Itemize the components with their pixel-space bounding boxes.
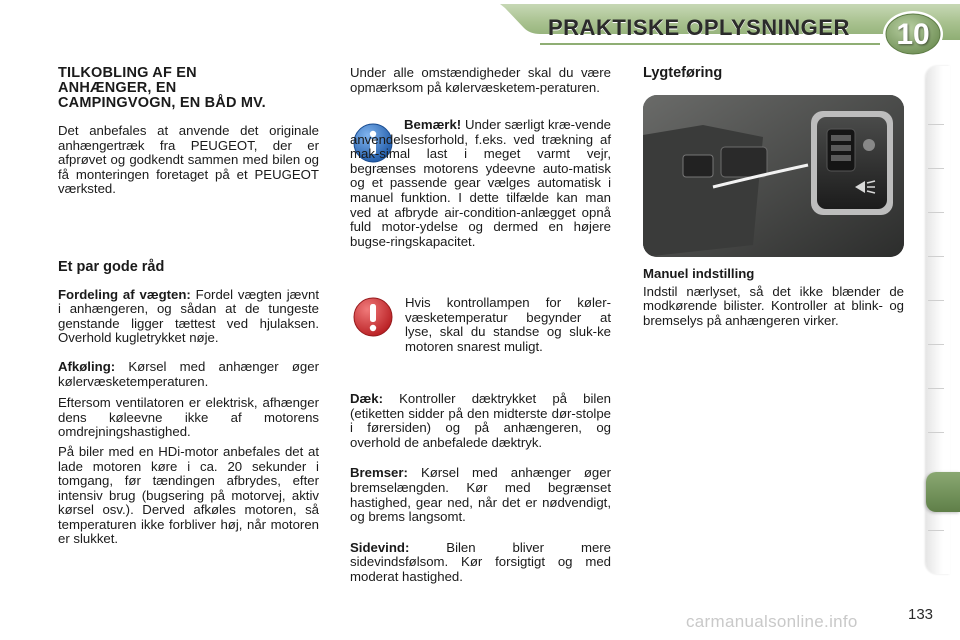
header-bar (0, 0, 960, 56)
watermark: carmanualsonline.info (686, 612, 858, 631)
manual-adjust-paragraph: Indstil nærlyset, så det ikke blænder de modkørende bilister. Kontroller at blink- og bremselys på anhængeren virker. (643, 283, 904, 328)
tab-divider (928, 124, 944, 125)
middle-column (350, 66, 611, 95)
headlamp-adjuster-photo (643, 95, 904, 257)
monitor-paragraph: Under alle omstændigheder skal du være opmærksom på kølervæsketem-peraturen. (350, 65, 611, 95)
fan-paragraph: Eftersom ventilatoren er elektrisk, afhænger dens køleevne ikke af motorens omdrejningshastighed. (58, 395, 319, 440)
chapter-number: 10 (896, 18, 930, 51)
tyres-label: Dæk: (350, 391, 383, 406)
weight-paragraph (58, 288, 319, 346)
chapter-badge (880, 8, 946, 60)
advice-heading: Et par gode råd (58, 258, 165, 275)
driving-block (350, 392, 611, 585)
hdi-paragraph: På biler med en HDi-motor anbefales det at lade motoren køre i ca. 20 sekunder i tomgang, før tændingen afbrydes, efter intensiv brug (bugsering på motorvej, aktiv kørsel osv.). Derved afkøles motoren, så temperaturen ikke forbliver høj, når motoren er slukket. (58, 443, 319, 547)
wind-paragraph (350, 541, 611, 585)
wind-label: Sidevind: (350, 539, 410, 555)
wind-text: Bilen bliver mere sidevindsfølsom. Kør forsigtigt og med moderat hastighed. (350, 539, 611, 584)
page-number: 133 (908, 606, 934, 623)
note-block (350, 118, 611, 249)
cooling-label: Afkøling: (58, 358, 116, 374)
cooling-paragraph (58, 360, 319, 389)
tyres-paragraph (350, 392, 611, 450)
note-text: Under særligt kræ-vende anvendelsesforhold, f.eks. ved trækning af mak-simal last i meget varmt vejr, begrænses motorens ydeevne auto-matisk og et passende gear vælges automatisk i manuel funktion. I dette tilfælde kan man ved at afbryde air-condition-anlægget opnå fuld motor-ydelse og dermed en højere bugse-ringskapacitet. (350, 117, 611, 249)
warning-block (405, 296, 611, 354)
tab-divider (928, 432, 944, 433)
section-title: PRAKTISKE OPLYSNINGER (548, 15, 850, 40)
brakes-label: Bremser: (350, 465, 408, 481)
tab-divider (928, 212, 944, 213)
brakes-text: Kørsel med anhænger øger bremselængden. Kør med begrænset hastighed, gear ned, når det er nødvendigt, og brems langsomt. (350, 465, 611, 525)
towing-intro: Det anbefales at anvende det originale anhængertræk fra PEUGEOT, der er afprøvet og godkendt sammen med bilen og få monteringen foretaget på et PEUGEOT værksted. (58, 123, 319, 197)
tab-divider (928, 256, 944, 257)
manual-adjust-block (643, 267, 904, 328)
towing-heading: TILKOBLING AF EN ANHÆNGER, EN CAMPINGVOGN, EN BÅD MV. (58, 65, 266, 111)
note-paragraph (350, 118, 611, 249)
warning-paragraph: Hvis kontrollampen for køler-væsketemperatur begynder at lyse, skal du standse og sluk-ke motoren snarest muligt. (405, 295, 611, 354)
cooling-text: Kørsel med anhænger øger kølervæsketemperaturen. (58, 358, 319, 389)
manual-adjust-heading: Manuel indstilling (643, 266, 755, 281)
tab-divider (928, 530, 944, 531)
chapter-tab-active[interactable] (926, 472, 960, 512)
exclamation-icon (352, 296, 394, 338)
left-column (58, 66, 319, 547)
lighting-heading: Lygteføring (643, 65, 723, 81)
tab-divider (928, 300, 944, 301)
weight-label: Fordeling af vægten: (58, 286, 191, 302)
brakes-paragraph (350, 466, 611, 524)
weight-text: Fordel vægten jævnt i anhængeren, og sådan at de tungeste genstande ligger tættest ved hjulaksen. Overhold kugletrykket nøje. (58, 286, 319, 346)
tab-divider (928, 388, 944, 389)
tab-divider (928, 344, 944, 345)
note-label: Bemærk! (404, 117, 462, 132)
tyres-text: Kontroller dæktrykket på bilen (etiketten sidder på den midterste dør-stolpe i førersiden) og på anhængeren, og overhold de anbefalede dæktryk. (350, 391, 611, 450)
right-column (643, 66, 904, 81)
tab-divider (928, 168, 944, 169)
